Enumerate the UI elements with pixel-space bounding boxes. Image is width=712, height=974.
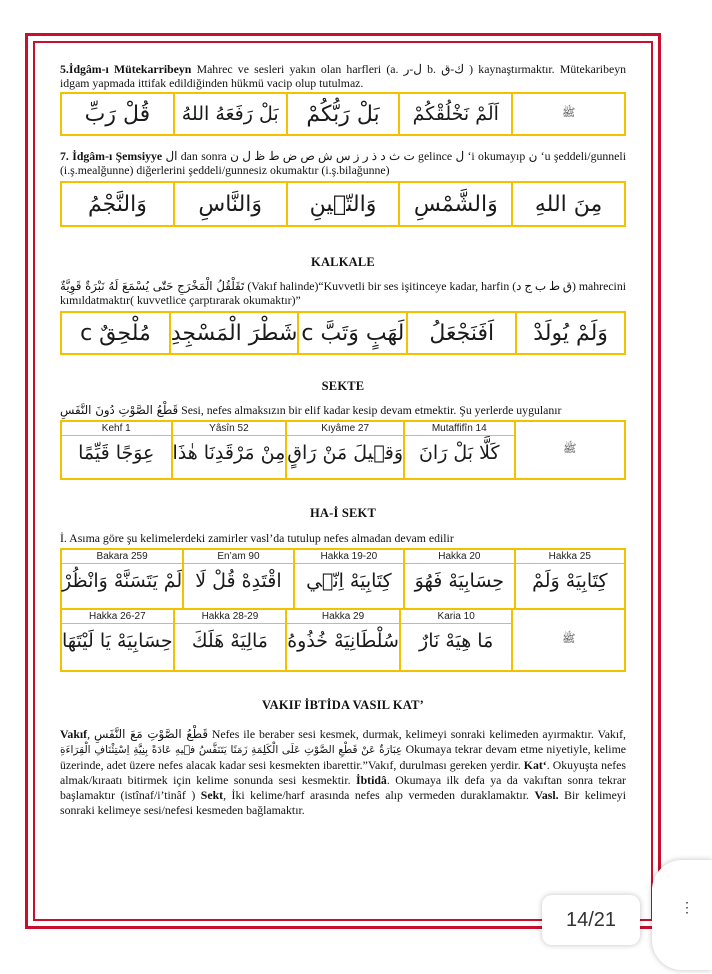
- arabic-example: وَالنَّاسِ: [198, 191, 263, 217]
- example-cell: [171, 422, 286, 478]
- verse-reference: Kehf 1: [62, 422, 171, 436]
- verse-reference: Hakka 19-20: [295, 550, 403, 564]
- example-cell: [297, 313, 406, 353]
- idgam-semsiyye-title: 7. İdgâm-ı Şemsiyye: [60, 149, 163, 163]
- arabic-example: وَلَمْ يُولَدْ: [533, 320, 608, 346]
- example-cell: [62, 94, 173, 134]
- arabic-example: وَالشَّمْسِ: [413, 191, 498, 217]
- arabic-example: وَالتّ۪ينِ: [309, 191, 377, 217]
- arabic-example: كِتَابِيَهْ اِنّ۪ي: [306, 570, 392, 592]
- vakif-paragraph: Vakıf, قَطْعُ الصَّوْتِ مَعَ النَّفَسِ Nefes ile beraber sesi kesmek, durmak, kelimeyi sonraki kelimeden ayırmaktır. Vakıf, عِبَارَةٌ عَنْ قَطْعِ الصَّوْتِ عَلَى الْكَلِمَةِ زَمَنًا يَتَنَفَّسُ ف۪يهِ عَادَةً بِنِيَّةِ اِسْتِئْنَافِ الْقِرَاءَةِ Okumaya tekrar devam etme niyetiyle, kelime üzerinde, adet üzere nefes alacak kadar sesi kesmekten ibarettir.”Vakıf, durulması gereken yerdir. Kat‘. Okuyuşta nefes almak/kıraatı bitirmek için kelime sonunda sesi kesmektir. İbtidâ. Okumaya ilk defa ya da vakıftan sonra tekrar başlamaktır (istînaf/i’tinâf ) Sekt, İki kelime/harf arasında nefes alıp vermeden duraklamaktır. Vasl. Bir kelimeyi sonraki kelimeye sesi/nefesi kesmeden bağlamaktır.: [60, 727, 627, 817]
- page-indicator: 14/21: [542, 895, 640, 945]
- idgam-mutekaribeyn-title: 5.İdgâm-ı Mütekarribeyn: [60, 62, 192, 76]
- hai-sekt-heading: HA-İ SEKT: [309, 506, 377, 520]
- kalkale-examples: [60, 311, 626, 355]
- example-cell: [173, 610, 286, 670]
- arabic-example: مِنَ اللهِ: [534, 191, 603, 217]
- verse-reference: Kıyâme 27: [287, 422, 403, 436]
- example-cell: [286, 183, 399, 225]
- arabic-example: قُلْ رَبِّ: [84, 101, 151, 127]
- example-cell: [286, 94, 399, 134]
- arabic-example: حِسَابِيَهْ يَا لَيْتَهَا: [62, 630, 173, 652]
- salawat-icon: ﷺ: [562, 632, 576, 645]
- verse-reference: Hakka 29: [287, 610, 399, 624]
- sekte-text: قَطْعُ الصَّوْتِ دُونَ النَّفَسِ Sesi, nefes almaksızın bir elif kadar kesip devam etmektir. Şu yerlerde uygulanır: [60, 403, 562, 417]
- example-cell: [182, 550, 292, 608]
- example-cell: [173, 183, 286, 225]
- example-cell: [62, 550, 182, 608]
- arabic-example: مِنْ مَرْقَدِنَا هٰذَا: [172, 442, 286, 464]
- arabic-example: عِوَجًا قَيِّمًا: [78, 442, 155, 464]
- arabic-example: اَفَنَجْعَلُ: [429, 320, 495, 346]
- example-cell: [285, 610, 399, 670]
- sekte-arabic-definition: قَطْعُ الصَّوْتِ دُونَ النَّفَسِ: [60, 403, 179, 417]
- arabic-example: بَلْ رَبُّكُمْ: [306, 101, 380, 127]
- arabic-example: اقْتَدِهْ قُلْ لَا: [195, 570, 282, 592]
- kalkale-arabic-definition: تَقَلْقُلُ الْمَخْرَجِ حَتّٰى يُسْمَعَ لَهُ نَبْرَةٌ قَوِيَّةٌ: [60, 279, 245, 293]
- idgam-mutekaribeyn-text: 5.İdgâm-ı Mütekarribeyn Mahrec ve sesleri yakın olan harfleri (a. ل-ر b. ك-ق ) kaynaştırmaktır. Mütekaribeyn idgam yapmada ittifak edildiğinden hükmü vacip olup tutulmaz.: [60, 62, 627, 90]
- kalkale-heading: KALKALE: [311, 255, 375, 269]
- verse-reference: Bakara 259: [62, 550, 182, 564]
- example-cell: [398, 183, 511, 225]
- arabic-example: كَلَّا بَلْ رَانَ: [418, 442, 500, 464]
- example-cell: [62, 610, 173, 670]
- example-cell: [511, 610, 624, 670]
- arabic-example: مُلْحِقٌ c: [80, 320, 151, 346]
- arabic-example: لَهَبٍ وَتَبَّ c: [301, 320, 405, 346]
- example-cell: [511, 183, 624, 225]
- example-cell: [403, 422, 514, 478]
- vakif-heading: VAKIF İBTİDA VASIL KAT’: [262, 698, 424, 712]
- example-cell: [514, 422, 625, 478]
- verse-reference: Hakka 28-29: [175, 610, 286, 624]
- example-cell: [62, 422, 171, 478]
- verse-reference: Hakka 25: [516, 550, 624, 564]
- example-cell: [62, 313, 169, 353]
- verse-reference: Hakka 26-27: [62, 610, 173, 624]
- example-cell: [399, 610, 512, 670]
- example-cell: [285, 422, 403, 478]
- example-cell: [514, 550, 624, 608]
- verse-reference: Karia 10: [401, 610, 512, 624]
- example-cell: [511, 94, 624, 134]
- hai-sekt-examples-row-1: [60, 548, 626, 610]
- arabic-example: وَق۪يلَ مَنْ رَاقٍ: [287, 442, 403, 464]
- verse-reference: Yâsîn 52: [173, 422, 286, 436]
- arabic-example: مَا هِيَهْ نَارٌ: [419, 630, 494, 652]
- arabic-example: بَلْ رَفَعَهُ اللهُ: [181, 103, 279, 125]
- verse-reference: En’am 90: [184, 550, 292, 564]
- hai-sekt-text: İ. Asıma göre şu kelimelerdeki zamirler vasl’da tutulup nefes almadan devam edilir: [60, 531, 454, 545]
- example-cell: [293, 550, 403, 608]
- arabic-example: حِسَابِيَهْ فَهُوَ: [414, 570, 505, 592]
- arabic-example: شَطْرَ الْمَسْجِدِ: [170, 320, 298, 346]
- example-cell: [62, 183, 173, 225]
- example-cell: [515, 313, 624, 353]
- page-content: [60, 58, 626, 818]
- example-cell: [169, 313, 298, 353]
- idgam-mutekaribeyn-examples: [60, 92, 626, 136]
- idgam-semsiyye-text: 7. İdgâm-ı Şemsiyye ال dan sonra ت ث د ذ ر ز س ش ص ض ط ظ ل ن gelince ل ‘i okumayıp ن ‘u şeddeli/gunneli (i.ş.mealğunne) diğerlerini şeddeli/gunnesiz okumaktır (i.ş.bilağunne): [60, 149, 626, 177]
- more-options-icon[interactable]: ⋮: [680, 901, 694, 916]
- arabic-example: وَالنَّجْمُ: [87, 191, 147, 217]
- hai-sekt-examples-row-2: [60, 610, 626, 672]
- arabic-example: كِتَابِيَهْ وَلَمْ: [532, 570, 608, 592]
- example-cell: [406, 313, 515, 353]
- example-cell: [173, 94, 286, 134]
- arabic-example: سُلْطَانِيَهْ خُذُوهُ: [287, 630, 399, 652]
- sekte-heading: SEKTE: [321, 379, 365, 393]
- example-cell: [403, 550, 513, 608]
- idgam-semsiyye-examples: [60, 181, 626, 227]
- verse-reference: Hakka 20: [405, 550, 513, 564]
- arabic-example: اَلَمْ نَخْلُقْكُمْ: [412, 103, 499, 125]
- verse-reference: Mutaffifîn 14: [405, 422, 514, 436]
- kalkale-text: تَقَلْقُلُ الْمَخْرَجِ حَتّٰى يُسْمَعَ لَهُ نَبْرَةٌ قَوِيَّةٌ (Vakıf halinde)“Kuvvetli bir ses işitinceye kadar, harfin (ق ط ب ج د) mahrecini kımıldatmaktır( kuvvetlice çarptırarak okumaktır)”: [60, 279, 627, 307]
- salawat-icon: ﷺ: [561, 106, 576, 119]
- arabic-example: مَالِيَهْ هَلَكَ: [191, 630, 268, 652]
- example-cell: [398, 94, 511, 134]
- arabic-example: لَمْ يَتَسَنَّهْ وَانْظُرْ: [62, 570, 183, 592]
- sekte-examples: [60, 420, 626, 480]
- salawat-icon: ﷺ: [563, 442, 577, 455]
